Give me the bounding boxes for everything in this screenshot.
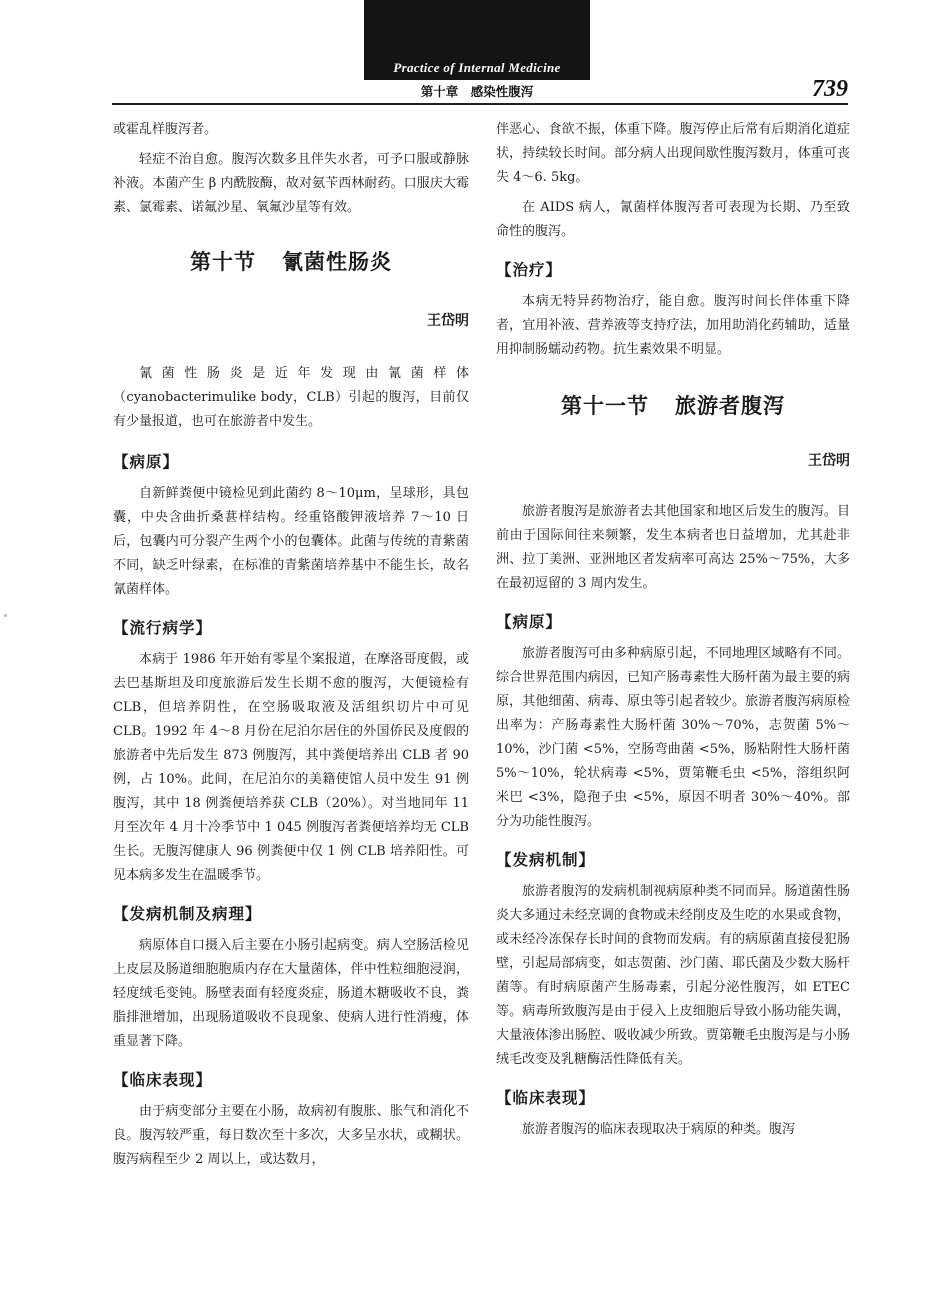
author: 王岱明 bbox=[427, 313, 469, 329]
journal-banner bbox=[364, 0, 590, 80]
paragraph: 旅游者腹泻的临床表现取决于病原的种类。腹泻 bbox=[522, 1122, 796, 1137]
section-title bbox=[113, 246, 469, 276]
section-name: 旅游者腹泻 bbox=[675, 394, 785, 418]
subheading: 【发病机制】 bbox=[496, 851, 596, 869]
page-number: 739 bbox=[812, 76, 848, 102]
paragraph: 本病于 1986 年开始有零星个案报道，在摩洛哥度假，或去巴基斯坦及印度旅游后发生长期不愈的腹泻，大便镜检有 CLB，但培养阴性，在空肠吸取液及活组织切片中可见 CLB。1992 年 4～8 月份在尼泊尔居住的外国侨民及度假的旅游者中先后发生 873 例腹泻，其中粪便培养出 CLB 者 90 例，占 10%。此间，在尼泊尔的美籍使馆人员中发生 91 例腹泻，其中 18 例粪便培养获 CLB（20%）。对当地同年 11 月至次年 4 月十冷季节中 1 045 例腹泻者粪便培养均无 CLB 生长。无腹泻健康人 96 例粪便中仅 1 例 CLB 培养阳性。可见本病多发生在温暖季节。 bbox=[113, 652, 469, 883]
subheading: 【治疗】 bbox=[496, 261, 563, 279]
subheading: 【发病机制及病理】 bbox=[113, 905, 262, 923]
paragraph: 旅游者腹泻是旅游者去其他国家和地区后发生的腹泻。目前由于国际间往来频繁，发生本病者也日益增加，尤其赴非洲、拉丁美洲、亚洲地区者发病率可高达 25%～75%，大多在最初逗留的 3 周内发生。 bbox=[496, 504, 850, 591]
subheading: 【病原】 bbox=[113, 453, 180, 471]
paragraph: 由于病变部分主要在小肠，故病初有腹胀、胀气和消化不良。腹泻较严重，每日数次至十多次，大多呈水状，或糊状。腹泻病程至少 2 周以上，或达数月， bbox=[113, 1104, 469, 1167]
section-number: 第十节 bbox=[190, 250, 256, 274]
paragraph: 本病无特异药物治疗，能自愈。腹泻时间长伴体重下降者，宜用补液、营养液等支持疗法，加用助消化药辅助，适量用抑制肠蠕动药物。抗生素效果不明显。 bbox=[496, 294, 850, 357]
chapter-title: 第十章 感染性腹泻 bbox=[420, 84, 534, 99]
subheading: 【临床表现】 bbox=[113, 1071, 213, 1089]
paragraph: 伴恶心、食欲不振，体重下降。腹泻停止后常有后期消化道症状，持续较长时间。部分病人出现间歇性腹泻数月，体重可丧失 4～6. 5kg。 bbox=[496, 122, 850, 185]
right-column bbox=[496, 118, 850, 1148]
subheading: 【病原】 bbox=[496, 613, 563, 631]
paragraph: 或霍乱样腹泻者。 bbox=[113, 122, 218, 137]
section-number: 第十一节 bbox=[561, 394, 649, 418]
section-title bbox=[496, 390, 850, 420]
header-rule bbox=[112, 103, 848, 105]
subheading: 【临床表现】 bbox=[496, 1089, 596, 1107]
paragraph: 氰菌性肠炎是近年发现由氰菌样体（cyanobacterimulike body，CLB）引起的腹泻，目前仅有少量报道，也可在旅游者中发生。 bbox=[113, 366, 469, 429]
journal-title: Practice of Internal Medicine bbox=[393, 60, 561, 75]
section-name: 氰菌性肠炎 bbox=[282, 250, 392, 274]
scan-artifact bbox=[4, 614, 7, 617]
author: 王岱明 bbox=[808, 453, 850, 469]
subheading: 【流行病学】 bbox=[113, 619, 213, 637]
paragraph: 旅游者腹泻的发病机制视病原种类不同而异。肠道菌性肠炎大多通过未经烹调的食物或未经削皮及生吃的水果或食物，或未经冷冻保存长时间的食物而发病。有的病原菌直接侵犯肠壁，引起局部病变，如志贺菌、沙门菌、耶氏菌及少数大肠杆菌等。有时病原菌产生肠毒素，引起分泌性腹泻，如 ETEC 等。病毒所致腹泻是由于侵入上皮细胞后导致小肠功能失调，大量液体渗出肠腔、吸收减少所致。贾第鞭毛虫腹泻是与小肠绒毛改变及乳糖酶活性降低有关。 bbox=[496, 884, 850, 1067]
paragraph: 病原体自口摄入后主要在小肠引起病变。病人空肠活检见上皮层及肠道细胞胞质内存在大量菌体，伴中性粒细胞浸润，轻度绒毛变钝。肠壁表面有轻度炎症，肠道木糖吸收不良，粪脂排泄增加，出现肠道吸收不良现象、使病人进行性消瘦，体重显著下降。 bbox=[113, 938, 469, 1049]
paragraph: 自新鲜粪便中镜检见到此菌约 8～10μm，呈球形，具包囊，中央含曲折桑葚样结构。经重铬酸钾液培养 7～10 日后，包囊内可分裂产生两个小的包囊体。此菌与传统的青紫菌不同，缺乏叶绿素，在标准的青紫菌培养基中不能生长，故名氰菌样体。 bbox=[113, 486, 469, 597]
paragraph: 在 AIDS 病人，氰菌样体腹泻者可表现为长期、乃至致命性的腹泻。 bbox=[496, 200, 850, 239]
paragraph: 旅游者腹泻可由多种病原引起，不同地理区域略有不同。综合世界范围内病因，已知产肠毒素性大肠杆菌为最主要的病原，其他细菌、病毒、原虫等引起者较少。旅游者腹泻病原检出率为：产肠毒素性大肠杆菌 30%～70%，志贺菌 5%～10%，沙门菌 <5%，空肠弯曲菌 <5%，肠粘附性大肠杆菌 5%～10%，轮状病毒 <5%，贾第鞭毛虫 <5%，溶组织阿米巴 <3%，隐孢子虫 <5%，原因不明者 30%～40%。部分为功能性腹泻。 bbox=[496, 646, 850, 829]
paragraph: 轻症不治自愈。腹泻次数多且伴失水者，可予口服或静脉补液。本菌产生 β 内酰胺酶，故对氨苄西林耐药。口服庆大霉素、氯霉素、诺氟沙星、氧氟沙星等有效。 bbox=[113, 152, 469, 215]
left-column bbox=[113, 118, 469, 1178]
